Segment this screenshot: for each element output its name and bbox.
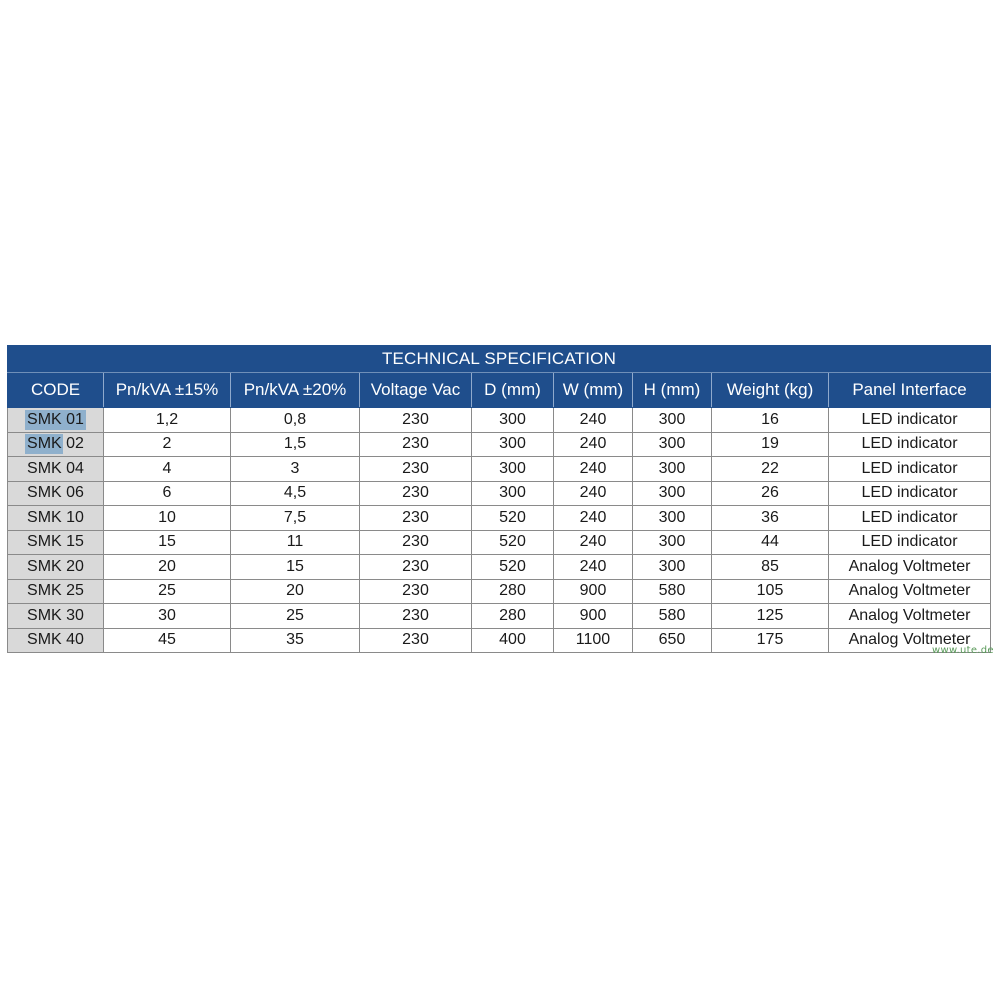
table-row: [8, 628, 991, 653]
table-row: [8, 555, 991, 580]
cell-height: 300: [633, 555, 712, 580]
column-header-depth: D (mm): [472, 373, 554, 408]
table-row: [8, 432, 991, 457]
cell-voltage: 230: [360, 555, 472, 580]
product-code: SMK 06: [27, 484, 84, 502]
column-header-power-15: Pn/kVA ±15%: [104, 373, 231, 408]
cell-code: [8, 481, 104, 506]
cell-code: [8, 432, 104, 457]
cell-weight: 36: [712, 506, 829, 531]
cell-width: 900: [554, 604, 633, 629]
cell-power-20: 4,5: [231, 481, 360, 506]
cell-power-15: 1,2: [104, 408, 231, 433]
cell-power-15: 25: [104, 579, 231, 604]
cell-power-15: 20: [104, 555, 231, 580]
column-header-height: H (mm): [633, 373, 712, 408]
cell-power-15: 4: [104, 457, 231, 482]
technical-specification-table: [7, 345, 991, 653]
cell-depth: 300: [472, 432, 554, 457]
cell-voltage: 230: [360, 408, 472, 433]
cell-weight: 44: [712, 530, 829, 555]
table-header-row: [8, 373, 991, 408]
cell-depth: 280: [472, 604, 554, 629]
cell-weight: 26: [712, 481, 829, 506]
watermark-text: www.ute.de: [932, 645, 994, 656]
cell-weight: 85: [712, 555, 829, 580]
cell-power-20: 35: [231, 628, 360, 653]
table-row: [8, 506, 991, 531]
product-code: SMK 20: [27, 557, 84, 575]
column-header-panel-interface: Panel Interface: [829, 373, 991, 408]
cell-power-15: 15: [104, 530, 231, 555]
cell-voltage: 230: [360, 530, 472, 555]
product-code: SMK 30: [27, 606, 84, 624]
cell-power-20: 1,5: [231, 432, 360, 457]
cell-voltage: 230: [360, 506, 472, 531]
cell-panel-interface: Analog Voltmeter: [829, 555, 991, 580]
cell-width: 240: [554, 555, 633, 580]
cell-height: 580: [633, 579, 712, 604]
cell-height: 300: [633, 506, 712, 531]
cell-power-20: 25: [231, 604, 360, 629]
table-row: [8, 457, 991, 482]
cell-height: 300: [633, 457, 712, 482]
column-header-power-20: Pn/kVA ±20%: [231, 373, 360, 408]
cell-power-20: 11: [231, 530, 360, 555]
cell-panel-interface: Analog Voltmeter: [829, 604, 991, 629]
cell-code: [8, 530, 104, 555]
cell-voltage: 230: [360, 604, 472, 629]
column-header-width: W (mm): [554, 373, 633, 408]
column-header-code: CODE: [8, 373, 104, 408]
cell-depth: 400: [472, 628, 554, 653]
cell-width: 1100: [554, 628, 633, 653]
table-row: [8, 604, 991, 629]
cell-panel-interface: LED indicator: [829, 408, 991, 433]
cell-weight: 175: [712, 628, 829, 653]
table-body: [8, 408, 991, 653]
cell-width: 240: [554, 457, 633, 482]
product-code: SMK 04: [27, 459, 84, 477]
cell-power-15: 30: [104, 604, 231, 629]
cell-weight: 105: [712, 579, 829, 604]
cell-depth: 300: [472, 457, 554, 482]
cell-code: [8, 555, 104, 580]
cell-power-20: 0,8: [231, 408, 360, 433]
cell-panel-interface: LED indicator: [829, 457, 991, 482]
cell-code: [8, 628, 104, 653]
cell-height: 580: [633, 604, 712, 629]
cell-width: 240: [554, 432, 633, 457]
cell-voltage: 230: [360, 628, 472, 653]
column-header-weight: Weight (kg): [712, 373, 829, 408]
product-code: SMK 40: [27, 631, 84, 649]
cell-height: 300: [633, 481, 712, 506]
cell-panel-interface: LED indicator: [829, 506, 991, 531]
table-row: [8, 481, 991, 506]
cell-voltage: 230: [360, 457, 472, 482]
cell-panel-interface: LED indicator: [829, 432, 991, 457]
cell-height: 650: [633, 628, 712, 653]
cell-depth: 520: [472, 506, 554, 531]
cell-panel-interface: Analog Voltmeter: [829, 579, 991, 604]
table-title-row: [8, 346, 991, 373]
cell-width: 240: [554, 408, 633, 433]
cell-panel-interface: Analog Voltmeter: [829, 628, 991, 653]
cell-weight: 125: [712, 604, 829, 629]
cell-height: 300: [633, 530, 712, 555]
cell-depth: 300: [472, 408, 554, 433]
cell-width: 240: [554, 506, 633, 531]
cell-power-15: 2: [104, 432, 231, 457]
cell-code: [8, 408, 104, 433]
cell-panel-interface: LED indicator: [829, 481, 991, 506]
cell-width: 900: [554, 579, 633, 604]
cell-panel-interface: LED indicator: [829, 530, 991, 555]
table-row: [8, 579, 991, 604]
cell-height: 300: [633, 432, 712, 457]
cell-depth: 300: [472, 481, 554, 506]
cell-code: [8, 506, 104, 531]
table-row: [8, 408, 991, 433]
cell-power-15: 6: [104, 481, 231, 506]
cell-weight: 19: [712, 432, 829, 457]
cell-power-20: 20: [231, 579, 360, 604]
cell-power-20: 7,5: [231, 506, 360, 531]
cell-code: [8, 604, 104, 629]
cell-voltage: 230: [360, 579, 472, 604]
table-title: TECHNICAL SPECIFICATION: [8, 346, 991, 373]
product-code: SMK 02: [27, 435, 84, 453]
cell-power-20: 3: [231, 457, 360, 482]
product-code: SMK 01: [27, 410, 84, 428]
cell-power-20: 15: [231, 555, 360, 580]
cell-depth: 520: [472, 555, 554, 580]
cell-width: 240: [554, 530, 633, 555]
product-code: SMK 15: [27, 533, 84, 551]
cell-width: 240: [554, 481, 633, 506]
table-row: [8, 530, 991, 555]
cell-weight: 16: [712, 408, 829, 433]
cell-power-15: 45: [104, 628, 231, 653]
product-code: SMK 25: [27, 582, 84, 600]
cell-depth: 520: [472, 530, 554, 555]
cell-voltage: 230: [360, 481, 472, 506]
cell-voltage: 230: [360, 432, 472, 457]
cell-height: 300: [633, 408, 712, 433]
cell-weight: 22: [712, 457, 829, 482]
cell-code: [8, 457, 104, 482]
cell-depth: 280: [472, 579, 554, 604]
cell-power-15: 10: [104, 506, 231, 531]
product-code: SMK 10: [27, 508, 84, 526]
column-header-voltage: Voltage Vac: [360, 373, 472, 408]
cell-code: [8, 579, 104, 604]
